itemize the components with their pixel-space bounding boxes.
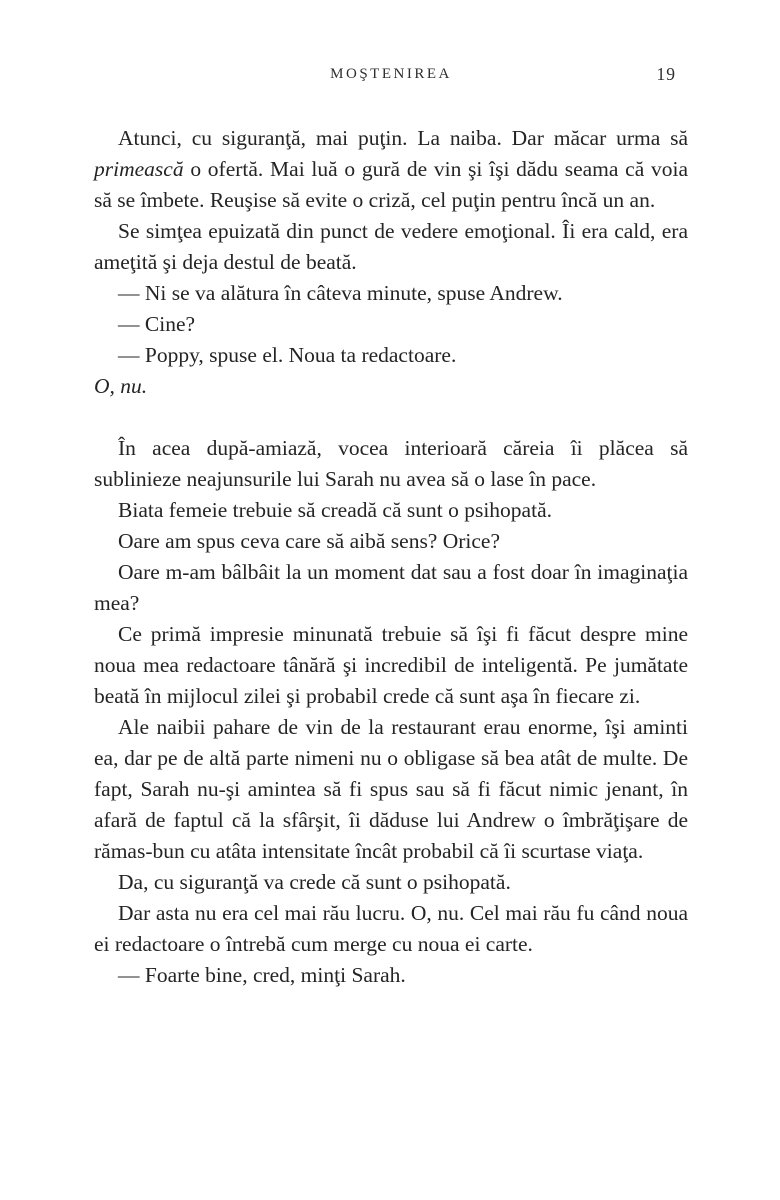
paragraph (94, 557, 688, 619)
paragraph (94, 278, 688, 309)
paragraph (94, 371, 688, 402)
paragraph (94, 712, 688, 867)
paragraph (94, 123, 688, 216)
text-segment: Oare am spus ceva care să aibă sens? Orice? (118, 529, 501, 553)
text-segment: Se simţea epuizată din punct de vedere emoţional. Îi era cald, era ameţită şi deja destul de beată. (94, 219, 688, 274)
paragraph (94, 619, 688, 712)
text-segment: o ofertă. Mai luă o gură de vin şi îşi dădu seama că voia să se îmbete. Reuşise să evite o criză, cel puţin pentru încă un an. (94, 157, 688, 212)
paragraph (94, 340, 688, 371)
text-segment: — Cine? (118, 312, 196, 336)
text-segment: Atunci, cu siguranţă, mai puţin. La naiba. Dar măcar urma să (118, 126, 688, 150)
page-body (94, 123, 688, 991)
paragraph (94, 960, 688, 991)
paragraph (94, 433, 688, 495)
paragraph (94, 495, 688, 526)
paragraph (94, 526, 688, 557)
text-segment: — Ni se va alătura în câteva minute, spuse Andrew. (118, 281, 563, 305)
text-segment: Ce primă impresie minunată trebuie să îşi fi făcut despre mine noua mea redactoare tânără şi incredibil de inteligentă. Pe jumătate beată în mijlocul zilei şi probabil crede că sunt aşa în fiecare zi. (94, 622, 688, 708)
paragraph (94, 309, 688, 340)
text-segment: Da, cu siguranţă va crede că sunt o psihopată. (118, 870, 511, 894)
text-segment: Ale naibii pahare de vin de la restaurant erau enorme, îşi aminti ea, dar pe de altă parte nimeni nu o obligase să bea atât de multe. De fapt, Sarah nu-şi amintea să fi spus sau să fi făcut nimic jenant, în afară de faptul că la sfârşit, îi dăduse lui Andrew o îmbrăţişare de rămas-bun cu atâta intensitate încât probabil că îi scurtase viaţa. (94, 715, 688, 863)
paragraph (94, 898, 688, 960)
paragraph (94, 216, 688, 278)
running-header (94, 64, 688, 84)
text-segment: În acea după-amiază, vocea interioară căreia îi plăcea să sublinieze neajunsurile lui Sarah nu avea să o lase în pace. (94, 436, 688, 491)
italic-text: primească (94, 157, 184, 181)
text-segment: Dar asta nu era cel mai rău lucru. O, nu. Cel mai rău fu când noua ei redactoare o întrebă cum merge cu noua ei carte. (94, 901, 688, 956)
running-head-title: MOŞTENIREA (330, 66, 452, 82)
text-segment: Biata femeie trebuie să creadă că sunt o psihopată. (118, 498, 552, 522)
page-number: 19 (656, 64, 676, 84)
italic-text: O, nu. (94, 374, 148, 398)
text-segment: — Foarte bine, cred, minţi Sarah. (118, 963, 406, 987)
text-segment: — Poppy, spuse el. Noua ta redactoare. (118, 343, 457, 367)
paragraph (94, 867, 688, 898)
text-segment: Oare m-am bâlbâit la un moment dat sau a fost doar în imaginaţia mea? (94, 560, 688, 615)
